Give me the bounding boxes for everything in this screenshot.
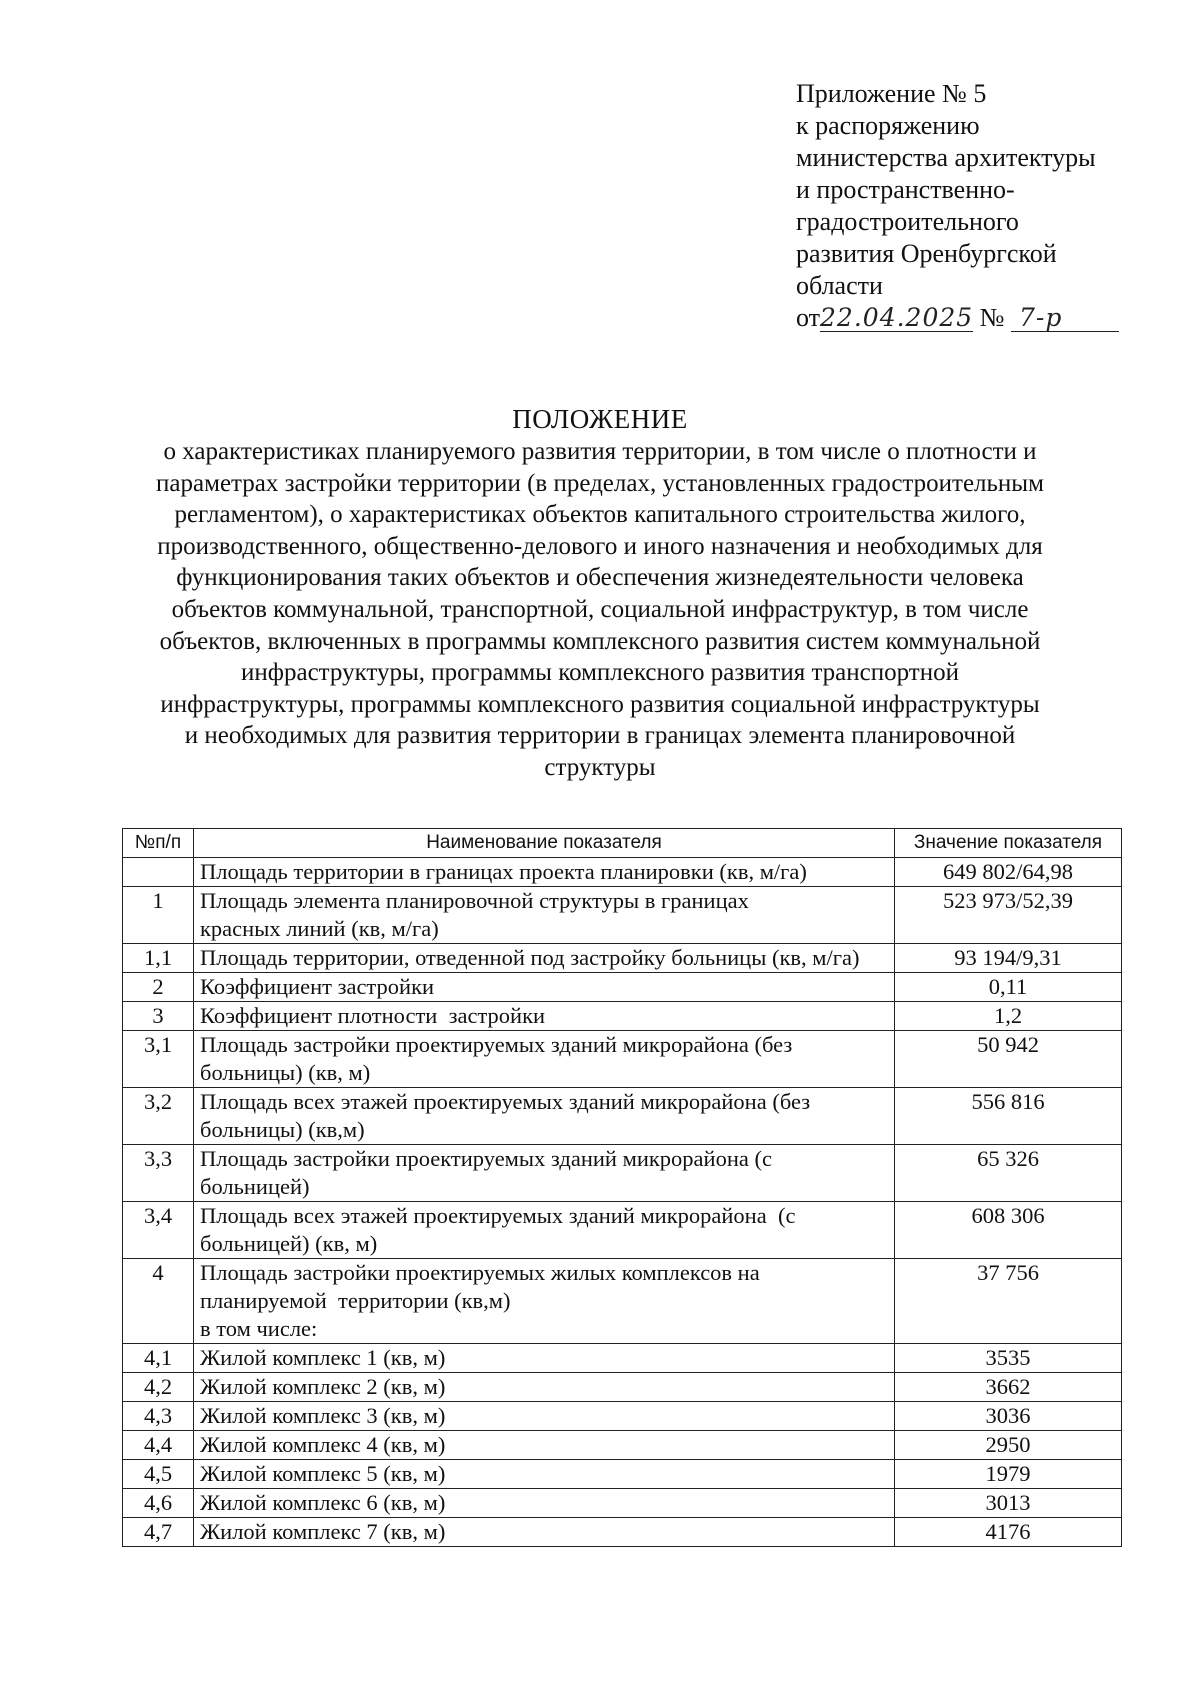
row-name: Жилой комплекс 1 (кв, м) [194,1344,895,1373]
handwritten-number: 7-р [1011,305,1119,332]
row-number: 3,1 [123,1031,194,1088]
handwritten-date: 22.04.2025 [820,303,974,332]
row-number: 4,3 [123,1402,194,1431]
row-name [194,1031,895,1088]
row-value: 3036 [895,1402,1122,1431]
table-header-row [123,829,1122,858]
subtitle-line: о характеристиках планируемого развития территории, в том числе о плотности и [163,438,1037,465]
row-number: 4,7 [123,1518,194,1547]
row-value: 50 942 [895,1031,1122,1088]
row-name: Жилой комплекс 5 (кв, м) [194,1460,895,1489]
row-name-line: больницей) (кв, м) [200,1231,378,1256]
row-name-line: в том числе: [200,1316,318,1341]
subtitle-line: функционирования таких объектов и обеспечения жизнедеятельности человека [176,564,1024,592]
row-value: 608 306 [895,1202,1122,1259]
table-row [123,1344,1122,1373]
appendix-line: градостроительного [796,207,1019,236]
table-row [123,1402,1122,1431]
row-value: 3662 [895,1373,1122,1402]
table-row [123,1460,1122,1489]
appendix-line: и пространственно- [796,175,1015,204]
row-name: Жилой комплекс 3 (кв, м) [194,1402,895,1431]
row-value: 649 802/64,98 [895,858,1122,887]
subtitle-line: структуры [544,753,656,781]
row-number: 2 [123,973,194,1002]
row-value: 0,11 [895,973,1122,1002]
row-name-line: больницей) [200,1174,310,1199]
row-name [194,1259,895,1344]
header-name: Наименование показателя [194,829,895,858]
row-number [123,858,194,887]
row-value: 1,2 [895,1002,1122,1031]
appendix-line: области [796,271,883,300]
row-name-line: Площадь элемента планировочной структуры в границах [200,888,749,913]
document-title: ПОЛОЖЕНИЕ [512,404,688,434]
subtitle-line: параметрах застройки территории (в пределах, установленных градостроительным [156,469,1044,497]
table-row [123,973,1122,1002]
row-name-line: больницы) (кв, м) [200,1060,371,1085]
row-value: 3013 [895,1489,1122,1518]
header-number: №п/п [123,829,194,858]
row-name-line: Площадь застройки проектируемых зданий микрорайона (без [200,1032,793,1057]
row-name-line: больницы) (кв,м) [200,1117,365,1142]
row-name-line: Площадь всех этажей проектируемых зданий микрорайона (без [200,1089,811,1114]
row-number: 1 [123,887,194,944]
header-value: Значение показателя [895,829,1122,858]
table-row [123,1145,1122,1202]
appendix-header [796,78,1156,334]
row-name [194,1088,895,1145]
row-name-line: Площадь всех этажей проектируемых зданий микрорайона (с [200,1203,796,1228]
row-number: 4,5 [123,1460,194,1489]
row-value: 523 973/52,39 [895,887,1122,944]
row-number: 3,2 [123,1088,194,1145]
row-number: 1,1 [123,944,194,973]
row-name: Жилой комплекс 7 (кв, м) [194,1518,895,1547]
row-value: 556 816 [895,1088,1122,1145]
row-name: Коэффициент плотности застройки [194,1002,895,1031]
row-number: 3,3 [123,1145,194,1202]
row-value: 3535 [895,1344,1122,1373]
row-value: 2950 [895,1431,1122,1460]
row-value: 1979 [895,1460,1122,1489]
row-name-line: Площадь застройки проектируемых жилых комплексов на [200,1260,760,1285]
row-name [194,1202,895,1259]
table-row [123,1489,1122,1518]
row-name: Жилой комплекс 4 (кв, м) [194,1431,895,1460]
subtitle-line: объектов, включенных в программы комплексного развития систем коммунальной [159,627,1041,655]
row-name-line: планируемой территории (кв,м) [200,1288,511,1313]
row-name [194,1145,895,1202]
row-value: 65 326 [895,1145,1122,1202]
subtitle-line: регламентом), о характеристиках объектов капитального строительства жилого, [174,501,1026,529]
appendix-date-line [796,302,1156,334]
row-number: 4,6 [123,1489,194,1518]
row-name: Площадь территории, отведенной под застройку больницы (кв, м/га) [194,944,895,973]
appendix-line: развития Оренбургской [796,239,1057,268]
table-row [123,1373,1122,1402]
row-number: 4 [123,1259,194,1344]
table-row [123,1202,1122,1259]
row-number: 3 [123,1002,194,1031]
row-number: 4,1 [123,1344,194,1373]
row-value: 37 756 [895,1259,1122,1344]
table-row [123,1088,1122,1145]
subtitle-line: и необходимых для развития территории в границах элемента планировочной [184,722,1016,750]
row-name: Коэффициент застройки [194,973,895,1002]
table-row [123,1031,1122,1088]
table-row [123,1431,1122,1460]
row-number: 3,4 [123,1202,194,1259]
row-number: 4,2 [123,1373,194,1402]
row-name-line: Площадь застройки проектируемых зданий микрорайона (с [200,1146,772,1171]
number-sign: № [979,303,1005,332]
subtitle-line: производственного, общественно-делового и иного назначения и необходимых для [157,532,1043,560]
row-name: Площадь территории в границах проекта планировки (кв, м/га) [194,858,895,887]
table-row [123,944,1122,973]
row-value: 4176 [895,1518,1122,1547]
date-prefix: от [796,303,821,332]
table-row [123,1518,1122,1547]
subtitle-line: инфраструктуры, программы комплексного развития социальной инфраструктуры [160,690,1040,718]
table-row [123,887,1122,944]
subtitle-line: объектов коммунальной, транспортной, социальной инфраструктур, в том числе [171,595,1029,623]
parameters-table [122,828,1122,1547]
row-name-line: красных линий (кв, м/га) [200,916,439,941]
table-row [123,858,1122,887]
row-name: Жилой комплекс 6 (кв, м) [194,1489,895,1518]
subtitle-line: инфраструктуры, программы комплексного развития транспортной [241,659,959,687]
appendix-line: министерства архитектуры [796,143,1096,172]
row-number: 4,4 [123,1431,194,1460]
appendix-line: Приложение № 5 [796,79,987,108]
table-row [123,1002,1122,1031]
appendix-line: к распоряжению [796,111,980,140]
row-name [194,887,895,944]
document-subtitle [80,436,1120,784]
row-name: Жилой комплекс 2 (кв, м) [194,1373,895,1402]
row-value: 93 194/9,31 [895,944,1122,973]
table-row [123,1259,1122,1344]
document-title-block [80,402,1120,784]
